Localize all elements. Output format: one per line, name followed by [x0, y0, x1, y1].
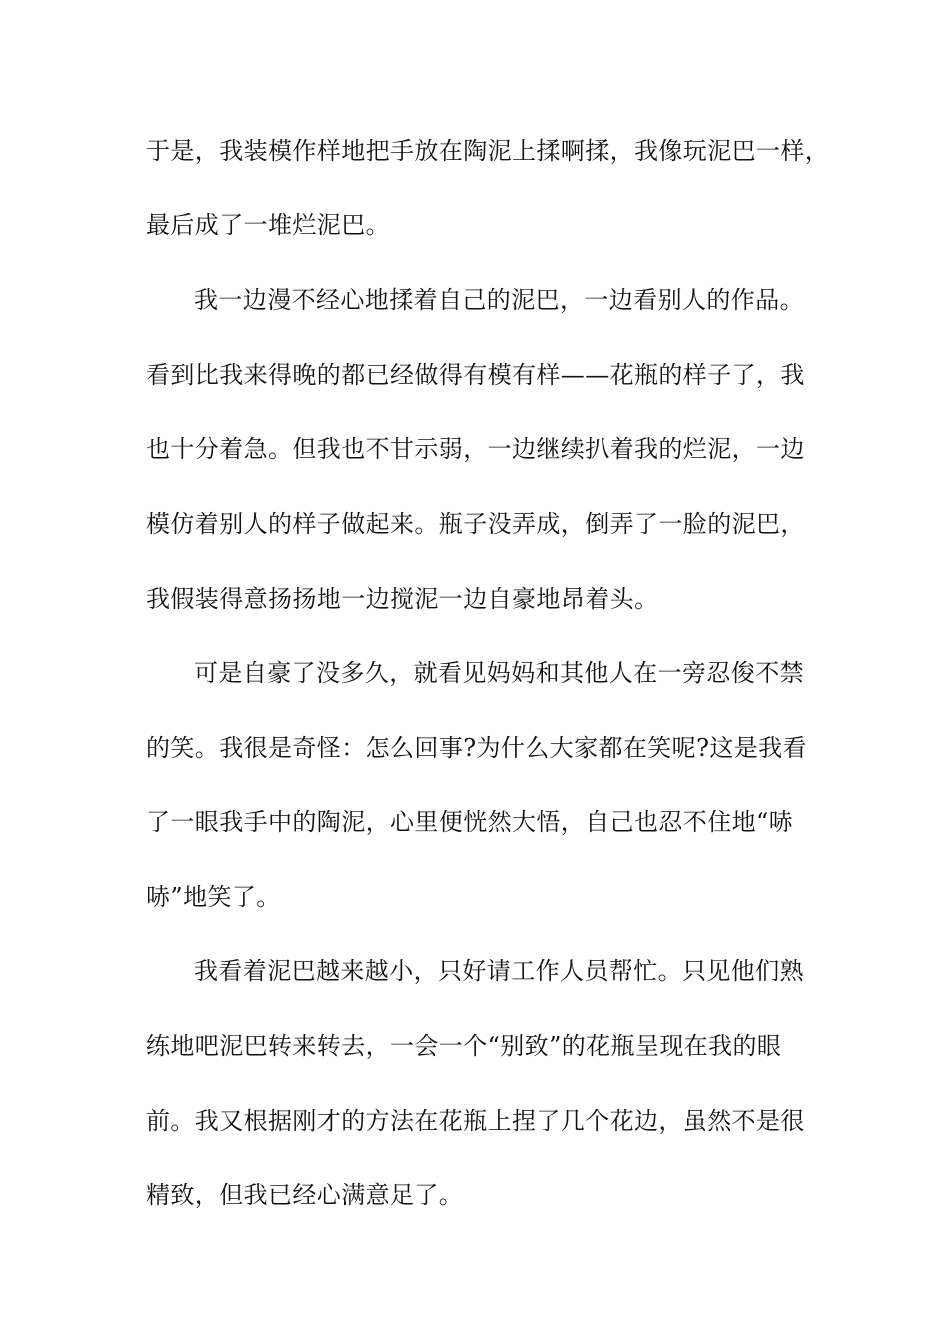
text-line: 练地吧泥巴转来转去，一会一个“别致”的花瓶呈现在我的眼: [146, 1032, 782, 1060]
text-line: 我假装得意扬扬地一边搅泥一边自豪地昂着头。: [146, 585, 659, 613]
paragraph-first-line: 可是自豪了没多久，就看见妈妈和其他人在一旁忍俊不禁: [194, 659, 804, 687]
paragraph-first-line: 我看着泥巴越来越小，只好请工作人员帮忙。只见他们熟: [194, 957, 804, 985]
text-line: 最后成了一堆烂泥巴。: [146, 211, 390, 239]
text-line: 看到比我来得晚的都已经做得有模有样——花瓶的样子了，我: [146, 361, 805, 389]
text-line: 于是，我装模作样地把手放在陶泥上揉啊揉，我像玩泥巴一样，: [146, 137, 830, 165]
text-line: 精致，但我已经心满意足了。: [146, 1181, 464, 1209]
text-line: 模仿着别人的样子做起来。瓶子没弄成，倒弄了一脸的泥巴，: [146, 510, 805, 538]
text-line: 哧”地笑了。: [146, 883, 281, 911]
text-line: 前。我又根据刚才的方法在花瓶上捏了几个花边，虽然不是很: [146, 1107, 805, 1135]
text-line: 的笑。我很是奇怪：怎么回事?为什么大家都在笑呢?这是我看: [146, 734, 807, 762]
text-line: 了一眼我手中的陶泥，心里便恍然大悟，自己也忍不住地“哧: [146, 808, 794, 836]
text-line: 也十分着急。但我也不甘示弱，一边继续扒着我的烂泥，一边: [146, 435, 805, 463]
paragraph-first-line: 我一边漫不经心地揉着自己的泥巴，一边看别人的作品。: [194, 286, 804, 314]
